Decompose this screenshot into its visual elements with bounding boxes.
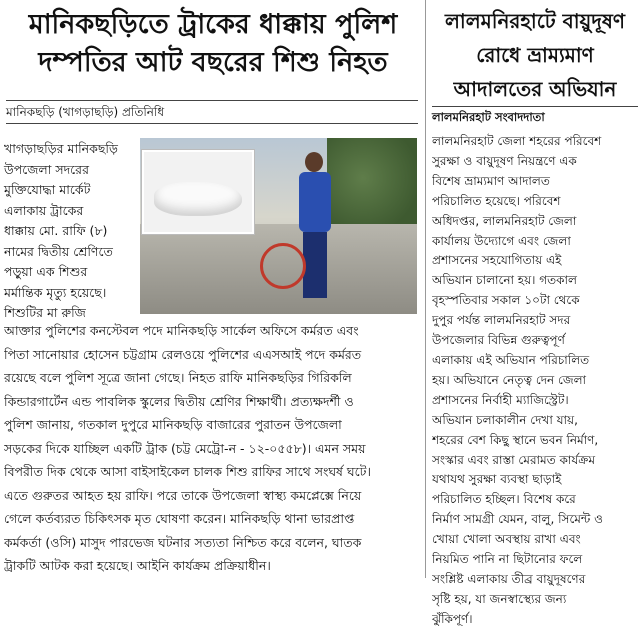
headline-line: দম্পতির আট বছরের শিশু নিহত: [38, 47, 388, 78]
text-line: আক্তার পুলিশের কনস্টেবল পদে মানিকছড়ি সার্কেল অফিসে কর্মরত এবং: [4, 323, 359, 338]
byline-pollution: লালমনিরহাট সংবাদদাতা: [432, 106, 638, 125]
article-lead-column: [4, 139, 134, 324]
bicycle-wheel: [260, 243, 306, 289]
headline-pollution: [430, 4, 640, 106]
accident-photo: [140, 138, 417, 314]
text-line: কার্যালয় উদ্যোগে এবং জেলা: [432, 233, 571, 248]
text-line: অভিযান চালানো হয়। গতকাল: [432, 273, 577, 288]
text-line: নামের দ্বিতীয় শ্রেণিতে: [4, 243, 113, 259]
text-line: উপজেলা সদরের: [4, 161, 89, 177]
headline-line: আদালতের অভিযান: [453, 77, 617, 101]
text-line: গেলে কর্তব্যরত চিকিৎসক মৃত ঘোষণা করেন। মানিকছড়ি থানা ভারপ্রাপ্ত: [4, 511, 355, 526]
text-line: শিশুটির মা রুজি: [4, 305, 86, 320]
text-line: বৃহস্পতিবার সকাল ১০টা থেকে: [432, 293, 580, 308]
headline-line: মানিকছড়িতে ট্রাকের ধাক্কায় পুলিশ: [28, 9, 398, 40]
text-line: ট্রাকটি আটক করা হয়েছে। আইনি কার্যক্রম প্রক্রিয়াধীন।: [4, 558, 271, 573]
text-line: শহরের বেশ কিছু স্থানে ভবন নির্মাণ,: [432, 432, 599, 447]
story-air-pollution: [430, 0, 640, 626]
white-cloth: [154, 182, 242, 216]
article-body: [4, 319, 419, 578]
text-line: পড়ুয়া এক শিশুর: [4, 264, 88, 279]
text-line: মুক্তিযোদ্ধা মার্কেট: [4, 182, 91, 197]
text-line: সৃষ্টি হয়, যা জনস্বাস্থ্যের জন্য: [432, 591, 567, 606]
text-line: পুলিশ জানায়, গতকাল দুপুরে মানিকছড়ি বাজারের পুরাতন উপজেলা: [4, 417, 342, 432]
text-line: খাগড়াছড়ির মানিকছড়ি: [4, 141, 118, 156]
text-line: ঝুঁকিপূর্ণ।: [432, 611, 473, 626]
headline-accident: [8, 6, 418, 82]
inset-photo-shroud: [142, 150, 254, 234]
text-line: উপজেলার বিভিন্ন গুরুত্বপূর্ণ: [432, 333, 565, 348]
text-line: পরিচালিত হচ্ছিল। বিশেষ করে: [432, 492, 576, 507]
text-line: রয়েছে বলে পুলিশ সূত্রে জানা গেছে। নিহত রাফি মানিকছড়ির গিরিকলি: [4, 370, 352, 385]
byline-accident: মানিকছড়ি (খাগড়াছড়ি) প্রতিনিধি: [6, 100, 418, 124]
text-line: প্রশাসনের নির্বাহী ম্যাজিস্ট্রেট।: [432, 392, 569, 407]
text-line: এলাকায় এই অভিযান পরিচালিত: [432, 352, 590, 367]
text-line: দুপুর পর্যন্ত লালমনিরহাট সদর: [432, 313, 571, 328]
text-line: অধিদপ্তর, লালমনিরহাট জেলা: [432, 213, 577, 228]
text-line: ধাক্কায় মো. রাফি (৮): [4, 223, 108, 238]
headline-line: লালমনিরহাটে বায়ুদূষণ: [445, 9, 625, 33]
text-line: নির্মাণ সামগ্রী যেমন, বালু, সিমেন্ট ও: [432, 512, 604, 527]
article-body-pollution: [432, 132, 638, 630]
text-line: পিতা সানোয়ার হোসেন চট্টগ্রাম রেলওয়ে পুলিশের এএসআই পদে কর্মরত: [4, 346, 362, 362]
text-line: হয়। অভিযানে নেতৃত্ব দেন জেলা: [432, 372, 586, 387]
text-line: লালমনিরহাট জেলা শহরের পরিবেশ: [432, 134, 602, 148]
text-line: বিপরীত দিক থেকে আসা বাইসাইকেল চালক শিশু রাফির সাথে সংঘর্ষ ঘটে।: [4, 464, 371, 479]
text-line: বিশেষ ভ্রাম্যমাণ আদালত: [432, 173, 550, 188]
text-line: কিন্ডারগার্টেন এন্ড পাবলিক স্কুলের দ্বিতীয় শ্রেণির শিক্ষার্থী। প্রত্যক্ষদর্শী ও: [4, 393, 354, 409]
text-line: নিয়মিত পানি না ছিটানোর ফলে: [432, 552, 583, 567]
text-line: মর্মান্তিক মৃত্যু হয়েছে।: [4, 284, 107, 300]
text-line: সুরক্ষা ও বায়ুদূষণ নিয়ন্ত্রণে এক: [432, 153, 577, 168]
text-line: এতে গুরুতর আহত হয় রাফি। পরে তাকে উপজেলা স্বাস্থ্য কমপ্লেক্সে নিয়ে: [4, 487, 362, 503]
text-line: কর্মকর্তা (ওসি) মাসুদ পারভেজ ঘটনার সত্যতা নিশ্চিত করে বলেন, ঘাতক: [4, 534, 362, 550]
text-line: যথাযথ সুরক্ষা ব্যবস্থা ছাড়াই: [432, 472, 562, 487]
text-line: সড়কের দিকে যাচ্ছিল একটি ট্রাক (চট্ট মেট্রো-ন - ১২-০৫৫৮)। এমন সময়: [4, 440, 366, 456]
text-line: অভিযান চলাকালীন দেখা যায়,: [432, 412, 578, 427]
text-line: প্রশাসনের সহযোগিতায় এই: [432, 253, 562, 268]
text-line: খোয়া খোলা অবস্থায় রাখা এবং: [432, 532, 581, 547]
column-divider: [425, 0, 426, 578]
trees: [327, 138, 417, 238]
headline-line: রোধে ভ্রাম্যমাণ: [476, 43, 594, 67]
text-line: এলাকায় ট্রাকের: [4, 202, 84, 218]
text-line: সংস্কার এবং রাস্তা মেরামত কার্যক্রম: [432, 452, 596, 467]
text-line: পরিচালিত হয়েছে। পরিবেশ: [432, 193, 561, 208]
text-line: সংশ্লিষ্ট এলাকায় তীব্র বায়ুদূষণের: [432, 571, 586, 586]
